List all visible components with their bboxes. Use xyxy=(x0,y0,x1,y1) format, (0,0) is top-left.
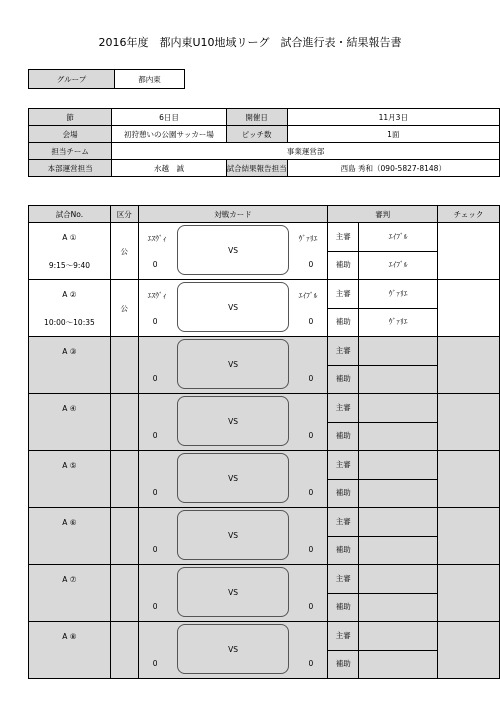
table-row xyxy=(29,280,500,337)
away-score: 0 xyxy=(308,374,314,383)
vs-box xyxy=(177,567,290,617)
away-team: ｴｲﾌﾞﾙ xyxy=(298,291,318,300)
vs-box xyxy=(177,624,290,674)
check-cell[interactable] xyxy=(438,394,500,451)
referee-team-cell xyxy=(359,337,438,394)
hq-label: 本部運営担当 xyxy=(29,160,112,177)
referee-team-cell xyxy=(359,394,438,451)
match-table xyxy=(28,205,500,679)
vs-box xyxy=(177,339,290,389)
match-time: 10:00～10:35 xyxy=(44,318,95,327)
away-score: 0 xyxy=(308,602,314,611)
match-time: 9:15～9:40 xyxy=(48,261,90,270)
match-no-header: 試合No. xyxy=(29,206,111,223)
vs-label: VS xyxy=(228,531,238,540)
away-score: 0 xyxy=(308,431,314,440)
main-ref-team xyxy=(359,622,437,651)
assistant-team: ｴｲﾌﾞﾙ xyxy=(388,260,408,269)
assistant-team: ｳﾞｧﾘｴ xyxy=(388,317,408,326)
match-no: A ② xyxy=(62,290,77,299)
check-cell[interactable] xyxy=(438,508,500,565)
main-ref-team xyxy=(359,565,437,594)
match-card xyxy=(138,394,328,451)
assistant-label: 補助 xyxy=(335,260,351,269)
away-team: ｳﾞｧﾘｴ xyxy=(298,234,318,243)
referee-role-cell xyxy=(328,223,359,280)
home-score: 0 xyxy=(152,431,158,440)
referee-role-cell xyxy=(328,622,359,679)
referee-team-cell xyxy=(359,508,438,565)
hq-value: 水越 誠 xyxy=(112,160,226,177)
match-no: A ⑤ xyxy=(62,461,77,470)
match-card xyxy=(138,280,328,337)
match-category: 公 xyxy=(110,223,138,280)
table-row xyxy=(29,337,500,394)
vs-box xyxy=(177,510,290,560)
main-ref-label: 主審 xyxy=(328,565,358,594)
venue-value: 初狩憩いの公園サッカー場 xyxy=(112,126,226,143)
referee-team-cell xyxy=(359,280,438,337)
assistant-label: 補助 xyxy=(335,431,351,440)
match-no: A ⑦ xyxy=(62,575,77,584)
assistant-team xyxy=(359,422,437,450)
main-ref-label: 主審 xyxy=(328,337,358,366)
group-table xyxy=(28,69,185,89)
away-score: 0 xyxy=(308,545,314,554)
vs-label: VS xyxy=(228,246,238,255)
match-no: A ① xyxy=(62,233,77,242)
check-cell[interactable] xyxy=(438,451,500,508)
vs-label: VS xyxy=(228,474,238,483)
referee-team-cell xyxy=(359,565,438,622)
table-row xyxy=(29,394,500,451)
date-label: 開催日 xyxy=(226,109,287,126)
main-ref-team xyxy=(359,508,437,537)
check-header: チェック xyxy=(438,206,500,223)
match-category xyxy=(110,508,138,565)
main-ref-label: 主審 xyxy=(328,280,358,309)
pitch-label: ピッチ数 xyxy=(226,126,287,143)
match-no-cell xyxy=(29,622,111,679)
match-no-cell xyxy=(29,337,111,394)
match-card xyxy=(138,565,328,622)
home-score: 0 xyxy=(152,374,158,383)
assistant-label: 補助 xyxy=(335,659,351,668)
referee-role-cell xyxy=(328,280,359,337)
team-value: 事業運営部 xyxy=(112,143,500,160)
referee-header: 審判 xyxy=(328,206,438,223)
page-title: 2016年度 都内東U10地域リーグ 試合進行表・結果報告書 xyxy=(98,36,402,49)
assistant-team xyxy=(359,536,437,564)
vs-box xyxy=(177,282,290,332)
home-score: 0 xyxy=(152,260,158,269)
home-score: 0 xyxy=(152,659,158,668)
away-score: 0 xyxy=(308,659,314,668)
home-score: 0 xyxy=(152,602,158,611)
group-value: 都内東 xyxy=(115,70,185,89)
match-category: 公 xyxy=(110,280,138,337)
away-score: 0 xyxy=(308,488,314,497)
assistant-team xyxy=(359,650,437,678)
table-row xyxy=(29,508,500,565)
match-no-cell xyxy=(29,394,111,451)
vs-label: VS xyxy=(228,588,238,597)
check-cell[interactable] xyxy=(438,622,500,679)
main-ref-team xyxy=(359,451,437,480)
referee-role-cell xyxy=(328,451,359,508)
report-value: 西島 秀和（090-5827-8148） xyxy=(287,160,499,177)
referee-team-cell xyxy=(359,622,438,679)
match-category xyxy=(110,622,138,679)
assistant-team xyxy=(359,365,437,393)
match-card xyxy=(138,451,328,508)
match-no: A ⑥ xyxy=(62,518,77,527)
assistant-team xyxy=(359,479,437,507)
venue-label: 会場 xyxy=(29,126,112,143)
vs-box xyxy=(177,225,290,275)
match-card xyxy=(138,337,328,394)
check-cell[interactable] xyxy=(438,280,500,337)
match-no: A ③ xyxy=(62,347,77,356)
match-category xyxy=(110,337,138,394)
pitch-value: 1面 xyxy=(287,126,499,143)
group-label: グループ xyxy=(29,70,115,89)
main-ref-label: 主審 xyxy=(328,223,358,252)
main-ref-team xyxy=(359,337,437,366)
match-card xyxy=(138,622,328,679)
vs-label: VS xyxy=(228,360,238,369)
main-ref-label: 主審 xyxy=(328,394,358,423)
match-no-cell xyxy=(29,223,111,280)
match-no-cell xyxy=(29,508,111,565)
referee-role-cell xyxy=(328,337,359,394)
home-score: 0 xyxy=(152,488,158,497)
assistant-label: 補助 xyxy=(335,317,351,326)
check-cell[interactable] xyxy=(438,223,500,280)
match-no-cell xyxy=(29,451,111,508)
home-team: ｴｽｳﾞｨ xyxy=(147,234,167,243)
match-card xyxy=(138,223,328,280)
home-score: 0 xyxy=(152,545,158,554)
assistant-label: 補助 xyxy=(335,602,351,611)
assistant-label: 補助 xyxy=(335,488,351,497)
vs-label: VS xyxy=(228,417,238,426)
match-category xyxy=(110,394,138,451)
table-row xyxy=(29,451,500,508)
main-ref-label: 主審 xyxy=(328,508,358,537)
check-cell[interactable] xyxy=(438,337,500,394)
round-value: 6日目 xyxy=(112,109,226,126)
referee-role-cell xyxy=(328,565,359,622)
date-value: 11月3日 xyxy=(287,109,499,126)
vs-box xyxy=(177,396,290,446)
referee-team-cell xyxy=(359,223,438,280)
away-score: 0 xyxy=(308,260,314,269)
main-ref-team: ｴｲﾌﾞﾙ xyxy=(359,223,437,252)
vs-box xyxy=(177,453,290,503)
card-header: 対戦カード xyxy=(138,206,328,223)
table-row xyxy=(29,565,500,622)
report-label: 試合結果報告担当 xyxy=(226,160,287,177)
referee-role-cell xyxy=(328,394,359,451)
assistant-label: 補助 xyxy=(335,545,351,554)
home-score: 0 xyxy=(152,317,158,326)
assistant-team xyxy=(359,593,437,621)
vs-label: VS xyxy=(228,645,238,654)
main-ref-team: ｳﾞｧﾘｴ xyxy=(359,280,437,309)
table-row xyxy=(29,223,500,280)
main-ref-team xyxy=(359,394,437,423)
match-no-cell xyxy=(29,565,111,622)
info-table xyxy=(28,108,500,177)
vs-label: VS xyxy=(228,303,238,312)
referee-team-cell xyxy=(359,451,438,508)
match-category xyxy=(110,565,138,622)
home-team: ｴｽｳﾞｨ xyxy=(147,291,167,300)
match-card xyxy=(138,508,328,565)
match-no: A ④ xyxy=(62,404,77,413)
main-ref-label: 主審 xyxy=(328,622,358,651)
round-label: 節 xyxy=(29,109,112,126)
match-no: A ⑧ xyxy=(62,632,77,641)
team-label: 担当チーム xyxy=(29,143,112,160)
away-score: 0 xyxy=(308,317,314,326)
table-row xyxy=(29,622,500,679)
match-no-cell xyxy=(29,280,111,337)
check-cell[interactable] xyxy=(438,565,500,622)
assistant-label: 補助 xyxy=(335,374,351,383)
referee-role-cell xyxy=(328,508,359,565)
match-category xyxy=(110,451,138,508)
category-header: 区分 xyxy=(110,206,138,223)
main-ref-label: 主審 xyxy=(328,451,358,480)
